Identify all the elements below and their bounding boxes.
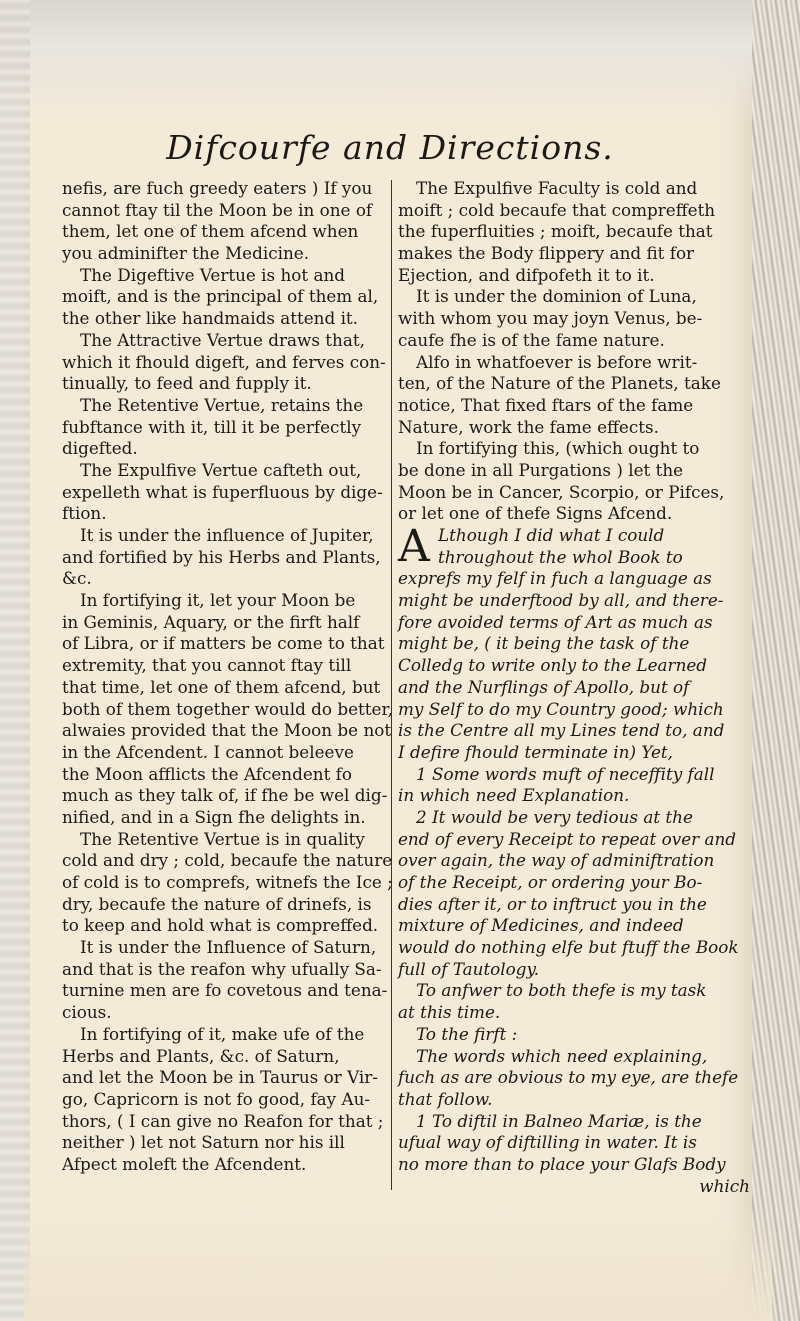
text-line xyxy=(62,807,388,829)
text-line xyxy=(62,698,393,721)
line-text: Moon be in Cancer, Scorpio, or Pifces, xyxy=(398,481,725,502)
line-text: ufual way of diftilling in water. It is xyxy=(398,1132,697,1153)
text-line xyxy=(62,200,388,222)
text-line xyxy=(62,547,388,569)
text-line xyxy=(398,286,750,308)
line-text: It is under the influence of Jupiter, xyxy=(80,525,374,545)
line-text: extremity, that you cannot ftay till xyxy=(62,655,352,676)
line-text: Ejection, and difpofeth it to it. xyxy=(398,264,655,285)
text-line xyxy=(398,395,750,417)
text-line xyxy=(62,1046,388,1068)
text-line xyxy=(398,568,750,590)
line-text: thors, ( I can give no Reafon for that ; xyxy=(62,1110,384,1131)
line-text: turnine men are fo covetous and tena- xyxy=(62,980,388,1001)
text-line xyxy=(62,308,388,330)
line-text: fore avoided terms of Art as much as xyxy=(398,611,713,632)
text-line xyxy=(398,655,750,677)
line-text: mixture of Medicines, and indeed xyxy=(398,915,684,936)
line-text: in which need Explanation. xyxy=(398,785,630,806)
line-text: that time, let one of them afcend, but xyxy=(62,676,381,697)
text-line xyxy=(398,460,750,482)
text-line xyxy=(62,1089,388,1111)
text-line xyxy=(398,720,750,742)
line-text: Colledg to write only to the Learned xyxy=(398,655,708,676)
line-text: Lthough I did what I could xyxy=(438,525,665,545)
text-line xyxy=(62,330,388,352)
line-text: or let one of thefe Signs Afcend. xyxy=(398,503,673,524)
text-line xyxy=(62,438,388,460)
line-text: and let the Moon be in Taurus or Vir- xyxy=(62,1067,378,1088)
text-line xyxy=(62,417,388,439)
line-text: be done in all Purgations ) let the xyxy=(398,459,684,480)
line-text: In fortifying it, let your Moon be xyxy=(80,590,356,611)
line-text: It is under the dominion of Luna, xyxy=(416,286,697,307)
line-text: I defire fhould terminate in) Yet, xyxy=(398,741,673,762)
top-edge-shadow xyxy=(0,0,800,120)
text-line xyxy=(398,438,750,460)
line-text: throughout the whol Book to xyxy=(438,546,683,567)
text-line xyxy=(62,373,388,395)
line-text: The Expulfive Vertue cafteth out, xyxy=(80,459,362,480)
line-text: of cold is to comprefs, witnefs the Ice ; xyxy=(62,872,393,892)
line-text: The Digeftive Vertue is hot and xyxy=(80,264,346,285)
line-text: moift, and is the principal of them al, xyxy=(62,286,379,307)
line-text: tinually, to feed and fupply it. xyxy=(62,373,312,394)
text-line xyxy=(398,221,750,243)
text-line xyxy=(398,699,750,721)
text-line xyxy=(398,894,750,916)
line-text: over again, the way of adminiftration xyxy=(398,850,715,871)
text-line xyxy=(398,330,750,352)
line-text: fubftance with it, till it be perfectly xyxy=(62,416,362,437)
text-line xyxy=(398,937,750,959)
line-text: To anfwer to both thefe is my task xyxy=(416,980,707,1001)
line-text: exprefs my felf in fuch a language as xyxy=(398,568,712,589)
line-text: 1 To diftil in Balneo Mariæ, is the xyxy=(416,1110,702,1131)
text-line xyxy=(62,286,388,308)
text-line xyxy=(62,243,388,265)
line-text: of the Receipt, or ordering your Bo- xyxy=(398,872,703,892)
line-text: much as they talk of, if fhe be wel dig- xyxy=(62,785,388,806)
text-line xyxy=(398,764,750,786)
line-text: To the firft : xyxy=(416,1023,518,1044)
text-line xyxy=(62,720,392,742)
line-text: the Moon afflicts the Afcendent fo xyxy=(62,763,352,784)
line-text: 1 Some words muft of neceffity fall xyxy=(416,763,715,784)
line-text: and that is the reafon why ufually Sa- xyxy=(62,958,382,979)
text-line xyxy=(62,872,393,894)
line-text: and fortified by his Herbs and Plants, xyxy=(62,546,381,567)
text-line xyxy=(398,482,750,504)
right-page-stack xyxy=(752,0,800,1321)
text-line xyxy=(398,785,750,807)
line-text: which it fhould digeft, and ferves con- xyxy=(62,351,386,372)
line-text: digefted. xyxy=(62,438,138,459)
text-line xyxy=(62,1111,388,1133)
line-text: notice, That fixed ftars of the fame xyxy=(398,394,694,415)
text-line xyxy=(398,1176,750,1198)
text-line xyxy=(62,503,388,525)
text-line xyxy=(62,178,388,200)
line-text: cold and dry ; cold, becaufe the nature xyxy=(62,850,393,871)
line-text: the fuperfluities ; moift, becaufe that xyxy=(398,221,713,242)
text-line xyxy=(398,265,750,287)
text-line xyxy=(62,1132,388,1154)
text-line xyxy=(62,1024,388,1046)
line-text: with whom you may joyn Venus, be- xyxy=(398,308,703,329)
text-line xyxy=(62,655,388,677)
line-text: to keep and hold what is compreffed. xyxy=(62,915,379,936)
line-text: Herbs and Plants, &c. of Saturn, xyxy=(62,1045,340,1066)
text-line xyxy=(62,742,388,764)
line-text: no more than to place your Glafs Body xyxy=(398,1153,726,1174)
text-line xyxy=(62,894,388,916)
text-line xyxy=(62,677,388,699)
text-line xyxy=(398,1089,750,1111)
text-line xyxy=(398,1111,750,1133)
text-line xyxy=(398,417,750,439)
left-page-edge xyxy=(0,0,30,1321)
right-column xyxy=(398,178,750,1197)
text-line xyxy=(398,547,750,569)
line-text: Nature, work the fame effects. xyxy=(398,416,659,437)
line-text: of Libra, or if matters be come to that xyxy=(62,633,385,654)
line-text: dies after it, or to inftruct you in the xyxy=(398,893,707,914)
line-text: my Self to do my Country good; which xyxy=(398,698,724,719)
text-line xyxy=(398,243,750,265)
text-line xyxy=(62,1154,388,1176)
line-text: cannot ftay til the Moon be in one of xyxy=(62,199,373,220)
text-line xyxy=(62,1002,388,1024)
line-text: Alfo in whatfoever is before writ- xyxy=(416,351,698,372)
text-line xyxy=(62,265,388,287)
text-line xyxy=(62,1067,388,1089)
line-text: in the Afcendent. I cannot beleeve xyxy=(62,741,354,762)
line-text: moift ; cold becaufe that compreffeth xyxy=(398,199,716,220)
line-text: full of Tautology. xyxy=(398,958,540,979)
text-line xyxy=(398,373,750,395)
text-line xyxy=(62,525,388,547)
line-text: ten, of the Nature of the Planets, take xyxy=(398,373,721,394)
line-text: would do nothing elfe but ftuff the Book xyxy=(398,937,739,958)
line-text: cious. xyxy=(62,1002,112,1023)
text-line xyxy=(398,677,750,699)
line-text: might be underftood by all, and there- xyxy=(398,590,724,611)
text-line xyxy=(62,590,388,612)
text-line xyxy=(62,221,388,243)
text-line xyxy=(62,764,388,786)
text-line xyxy=(398,1046,750,1068)
text-line xyxy=(398,1024,750,1046)
text-line xyxy=(398,352,750,374)
text-line xyxy=(398,807,750,829)
text-line xyxy=(62,612,388,634)
line-text: end of every Receipt to repeat over and xyxy=(398,828,737,849)
text-line xyxy=(62,959,388,981)
text-line xyxy=(398,612,750,634)
line-text: in Geminis, Aquary, or the firft half xyxy=(62,611,360,632)
text-line xyxy=(398,1154,750,1176)
text-line xyxy=(398,1132,750,1154)
line-text: In fortifying this, (which ought to xyxy=(416,438,700,459)
text-line xyxy=(62,850,393,872)
text-line xyxy=(62,785,388,807)
text-line xyxy=(398,872,750,894)
text-line xyxy=(398,200,750,222)
line-text: caufe fhe is of the fame nature. xyxy=(398,329,665,350)
text-line xyxy=(62,829,388,851)
text-line xyxy=(398,178,750,200)
line-text: 2 It would be very tedious at the xyxy=(416,806,693,827)
line-text: makes the Body flippery and fit for xyxy=(398,243,695,264)
text-line xyxy=(398,980,750,1002)
text-line xyxy=(398,633,750,655)
line-text: them, let one of them afcend when xyxy=(62,221,359,242)
line-text: which xyxy=(699,1175,750,1196)
text-line xyxy=(62,568,388,590)
line-text: The Expulfive Faculty is cold and xyxy=(416,178,698,198)
line-text: expelleth what is fuperfluous by dige- xyxy=(62,481,383,502)
left-column xyxy=(62,178,393,1176)
line-text: might be, ( it being the task of the xyxy=(398,633,690,654)
text-line xyxy=(62,937,388,959)
line-text: is the Centre all my Lines tend to, and xyxy=(398,720,725,741)
line-text: the other like handmaids attend it. xyxy=(62,308,359,329)
line-text: fuch as are obvious to my eye, are thefe xyxy=(398,1067,739,1088)
running-header: Difcourfe and Directions. xyxy=(166,128,614,167)
line-text: The Attractive Vertue draws that, xyxy=(80,329,365,350)
text-line xyxy=(398,742,750,764)
text-line xyxy=(62,633,388,655)
line-text: you adminifter the Medicine. xyxy=(62,243,310,264)
text-line xyxy=(398,1002,750,1024)
line-text: ftion. xyxy=(62,503,107,524)
line-text: The Retentive Vertue is in quality xyxy=(80,828,365,849)
text-line xyxy=(398,503,750,525)
line-text: at this time. xyxy=(398,1002,501,1023)
text-line xyxy=(62,352,388,374)
line-text: It is under the Influence of Saturn, xyxy=(80,937,377,958)
line-text: both of them together would do better, xyxy=(62,698,393,719)
text-line xyxy=(62,915,388,937)
line-text: nefis, are fuch greedy eaters ) If you xyxy=(62,178,373,198)
line-text: dry, becaufe the nature of drinefs, is xyxy=(62,893,372,914)
text-line xyxy=(62,980,388,1002)
bottom-margin xyxy=(24,1205,772,1321)
line-text: alwaies provided that the Moon be not xyxy=(62,720,392,741)
line-text: &c. xyxy=(62,568,92,589)
text-line xyxy=(398,1067,750,1089)
line-text: The words which need explaining, xyxy=(416,1045,708,1066)
text-line xyxy=(398,959,750,981)
line-text: In fortifying of it, make ufe of the xyxy=(80,1023,365,1044)
line-text: and the Nurflings of Apollo, but of xyxy=(398,676,690,697)
text-line xyxy=(398,590,750,612)
text-line xyxy=(62,460,388,482)
text-line xyxy=(62,395,388,417)
line-text: Afpect moleft the Afcendent. xyxy=(62,1153,307,1174)
text-line xyxy=(398,829,750,851)
text-line xyxy=(398,850,750,872)
text-line xyxy=(398,915,750,937)
text-line xyxy=(398,308,750,330)
line-text: go, Capricorn is not fo good, fay Au- xyxy=(62,1088,371,1109)
line-text: that follow. xyxy=(398,1088,493,1109)
text-line xyxy=(62,482,388,504)
drop-cap: A xyxy=(398,521,430,572)
column-divider xyxy=(391,180,392,1190)
line-text: neither ) let not Saturn nor his ill xyxy=(62,1132,345,1153)
line-text: The Retentive Vertue, retains the xyxy=(80,394,364,415)
line-text: nified, and in a Sign fhe delights in. xyxy=(62,806,366,827)
